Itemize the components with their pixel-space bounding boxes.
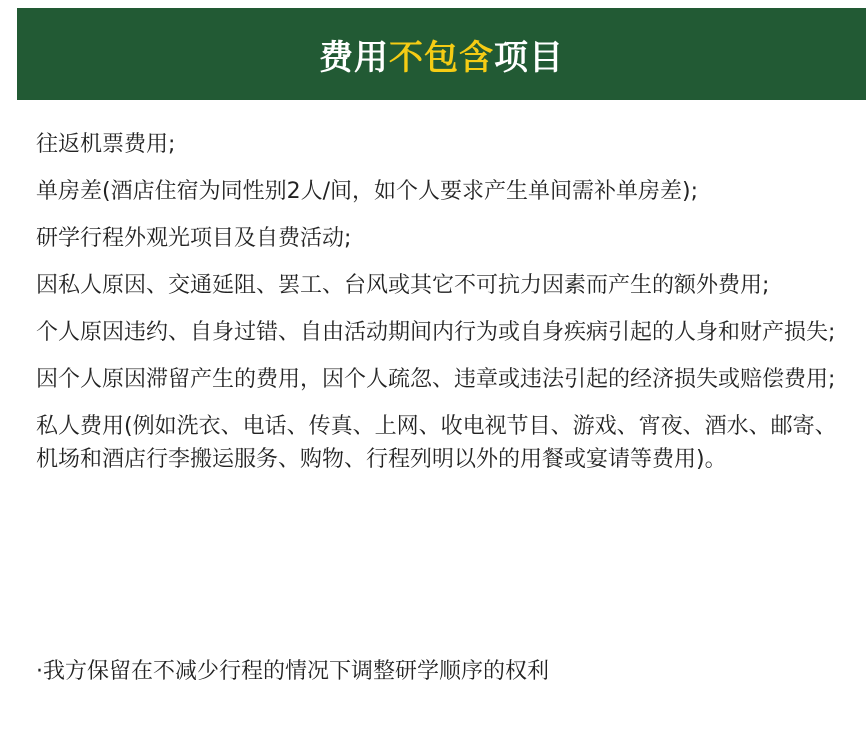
list-item: 因个人原因滞留产生的费用，因个人疏忽、违章或违法引起的经济损失或赔偿费用; bbox=[36, 367, 836, 392]
list-item: 个人原因违约、自身过错、自由活动期间内行为或自身疾病引起的人身和财产损失; bbox=[36, 320, 836, 345]
list-item: 私人费用(例如洗衣、电话、传真、上网、收电视节目、游戏、宵夜、酒水、邮寄、机场和酒店行李搬运服务、购物、行程列明以外的用餐或宴请等费用)。 bbox=[36, 414, 837, 472]
footnote: ·我方保留在不减少行程的情况下调整研学顺序的权利 bbox=[36, 659, 549, 684]
list-item: 因私人原因、交通延阻、罢工、台风或其它不可抗力因素而产生的额外费用; bbox=[36, 273, 770, 298]
page-title bbox=[319, 30, 564, 79]
title-part-items: 项目 bbox=[494, 37, 564, 78]
header-banner bbox=[17, 8, 866, 100]
list-item: 研学行程外观光项目及自费活动; bbox=[36, 226, 352, 251]
list-item: 单房差(酒店住宿为同性别2人/间，如个人要求产生单间需补单房差); bbox=[36, 179, 698, 204]
excluded-items-list bbox=[36, 128, 851, 490]
title-part-excluded: 不包含 bbox=[389, 37, 494, 78]
title-part-fee: 费用 bbox=[319, 37, 389, 78]
list-item: 往返机票费用; bbox=[36, 132, 176, 157]
